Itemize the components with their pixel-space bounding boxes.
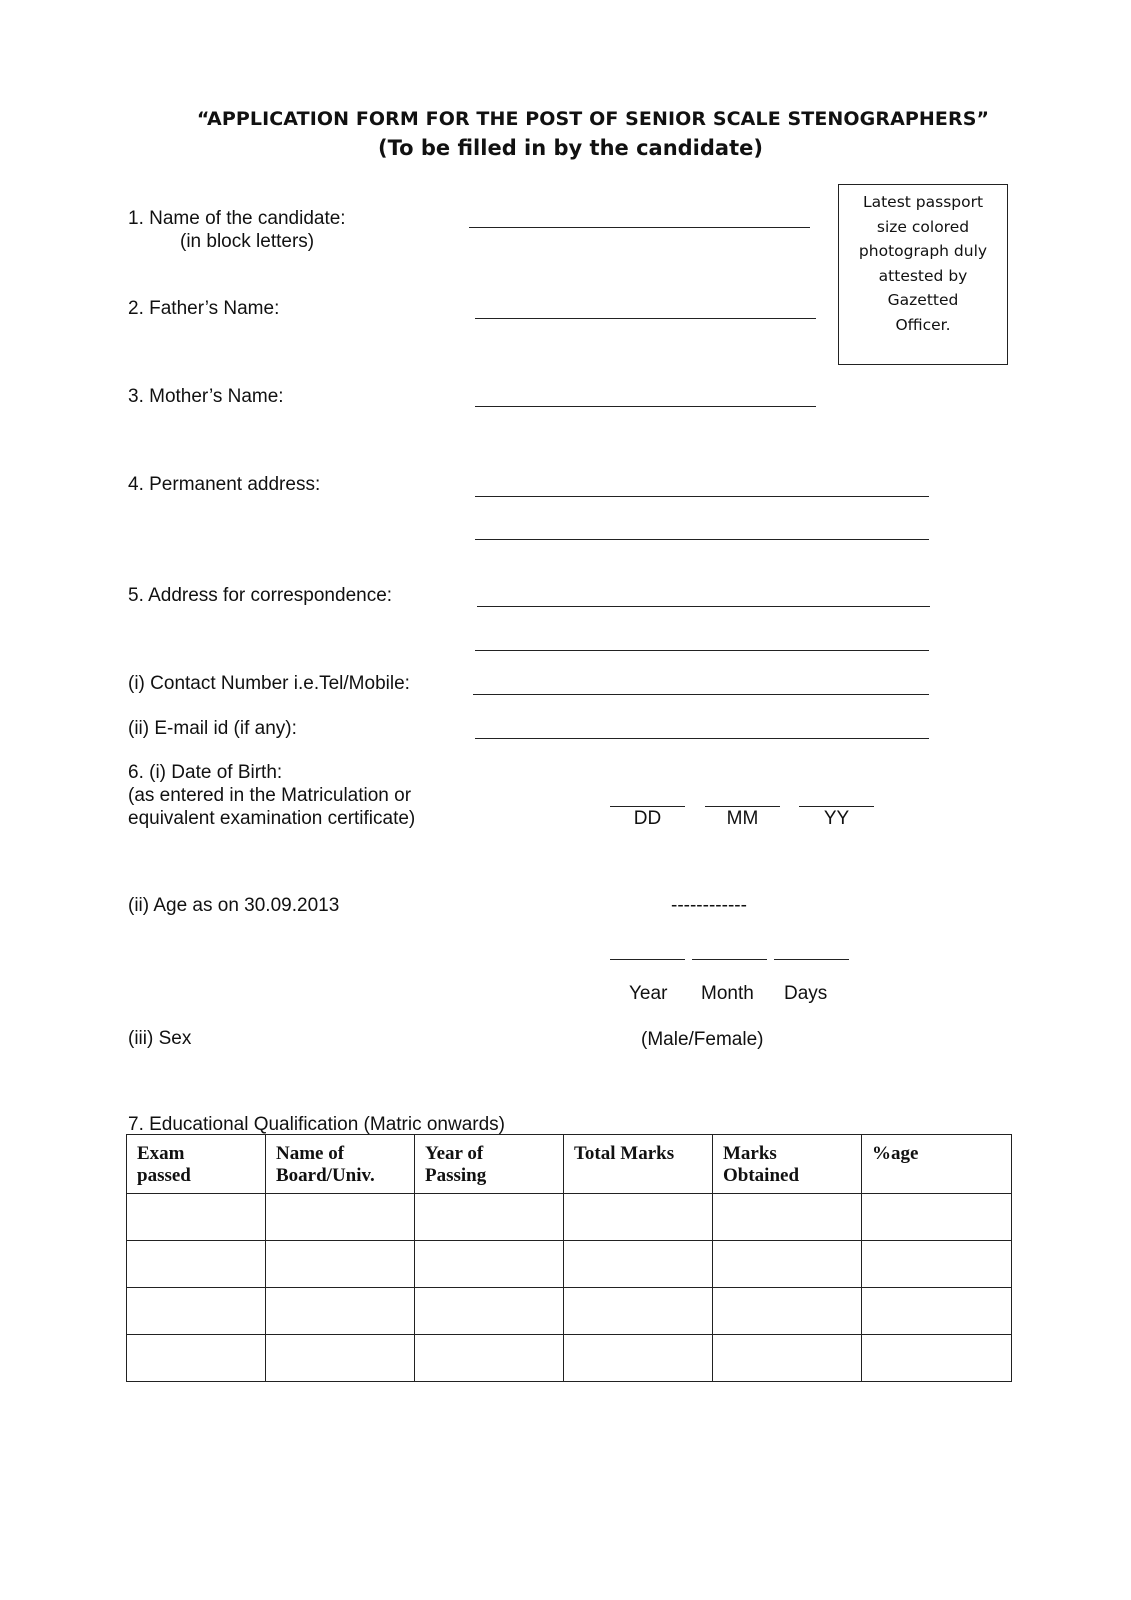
age-label: (ii) Age as on 30.09.2013 bbox=[128, 895, 340, 916]
dob-month-field[interactable] bbox=[705, 806, 780, 807]
permanent-address-line-1[interactable] bbox=[475, 496, 929, 497]
column-header-percentage: %age bbox=[862, 1135, 1012, 1194]
name-label: 1. Name of the candidate: bbox=[128, 208, 346, 229]
dob-label: 6. (i) Date of Birth: bbox=[128, 762, 283, 783]
column-header-board: Name of Board/Univ. bbox=[266, 1135, 415, 1194]
photo-box-line: size colored bbox=[876, 217, 970, 236]
age-month-field[interactable] bbox=[692, 959, 767, 960]
column-header-year: Year of Passing bbox=[415, 1135, 564, 1194]
correspondence-address-line-2[interactable] bbox=[475, 650, 929, 651]
table-cell[interactable] bbox=[564, 1241, 713, 1288]
table-cell[interactable] bbox=[564, 1335, 713, 1382]
correspondence-address-line-1[interactable] bbox=[477, 606, 930, 607]
name-sublabel: (in block letters) bbox=[180, 231, 315, 252]
photo-box[interactable] bbox=[838, 184, 1008, 365]
dob-day-field[interactable] bbox=[610, 806, 685, 807]
dob-day-caption: DD bbox=[633, 808, 662, 829]
permanent-address-label: 4. Permanent address: bbox=[128, 474, 321, 495]
table-cell[interactable] bbox=[127, 1335, 266, 1382]
father-name-label: 2. Father’s Name: bbox=[128, 298, 280, 319]
table-row bbox=[127, 1288, 1012, 1335]
dob-month-caption: MM bbox=[726, 808, 759, 829]
table-cell[interactable] bbox=[127, 1288, 266, 1335]
table-cell[interactable] bbox=[862, 1335, 1012, 1382]
table-cell[interactable] bbox=[713, 1194, 862, 1241]
dob-sublabel-1: (as entered in the Matriculation or bbox=[128, 785, 412, 806]
age-days-field[interactable] bbox=[774, 959, 849, 960]
table-row bbox=[127, 1194, 1012, 1241]
age-dashes: ------------ bbox=[671, 895, 747, 916]
table-header-row bbox=[127, 1135, 1012, 1194]
table-cell[interactable] bbox=[127, 1194, 266, 1241]
column-header-exam: Exam passed bbox=[127, 1135, 266, 1194]
mother-name-field[interactable] bbox=[475, 406, 816, 407]
correspondence-address-label: 5. Address for correspondence: bbox=[128, 585, 393, 606]
table-cell[interactable] bbox=[127, 1241, 266, 1288]
email-label: (ii) E-mail id (if any): bbox=[128, 718, 297, 739]
table-cell[interactable] bbox=[266, 1241, 415, 1288]
permanent-address-line-2[interactable] bbox=[475, 539, 929, 540]
table-cell[interactable] bbox=[713, 1335, 862, 1382]
column-header-total-marks: Total Marks bbox=[564, 1135, 713, 1194]
table-cell[interactable] bbox=[415, 1194, 564, 1241]
photo-box-line: Officer. bbox=[895, 315, 951, 334]
photo-box-line: attested by bbox=[878, 266, 968, 285]
table-cell[interactable] bbox=[713, 1288, 862, 1335]
dob-year-field[interactable] bbox=[799, 806, 874, 807]
table-cell[interactable] bbox=[564, 1194, 713, 1241]
sex-label: (iii) Sex bbox=[128, 1028, 192, 1049]
age-year-field[interactable] bbox=[610, 959, 685, 960]
table-cell[interactable] bbox=[564, 1288, 713, 1335]
table-cell[interactable] bbox=[713, 1241, 862, 1288]
table-cell[interactable] bbox=[415, 1241, 564, 1288]
photo-box-line: photograph duly bbox=[858, 242, 988, 261]
column-header-marks-obtained: Marks Obtained bbox=[713, 1135, 862, 1194]
table-row bbox=[127, 1335, 1012, 1382]
photo-box-line: Gazetted bbox=[887, 291, 959, 310]
education-heading: 7. Educational Qualification (Matric onwards) bbox=[128, 1114, 506, 1135]
father-name-field[interactable] bbox=[475, 318, 816, 319]
photo-box-line: Latest passport bbox=[862, 193, 984, 211]
education-table bbox=[126, 1134, 1012, 1382]
table-row bbox=[127, 1241, 1012, 1288]
age-month-caption: Month bbox=[701, 983, 754, 1004]
table-cell[interactable] bbox=[266, 1194, 415, 1241]
name-field[interactable] bbox=[469, 227, 810, 228]
table-cell[interactable] bbox=[415, 1335, 564, 1382]
mother-name-label: 3. Mother’s Name: bbox=[128, 386, 284, 407]
contact-number-field[interactable] bbox=[473, 694, 929, 695]
age-days-caption: Days bbox=[784, 983, 828, 1004]
table-cell[interactable] bbox=[415, 1288, 564, 1335]
table-cell[interactable] bbox=[862, 1288, 1012, 1335]
contact-number-label: (i) Contact Number i.e.Tel/Mobile: bbox=[128, 673, 410, 694]
age-year-caption: Year bbox=[629, 983, 668, 1004]
table-cell[interactable] bbox=[266, 1335, 415, 1382]
dob-sublabel-2: equivalent examination certificate) bbox=[128, 808, 416, 829]
table-cell[interactable] bbox=[862, 1241, 1012, 1288]
form-subtitle: (To be filled in by the candidate) bbox=[378, 136, 763, 160]
email-field[interactable] bbox=[475, 738, 929, 739]
table-cell[interactable] bbox=[266, 1288, 415, 1335]
table-cell[interactable] bbox=[862, 1194, 1012, 1241]
sex-options: (Male/Female) bbox=[641, 1029, 764, 1050]
dob-year-caption: YY bbox=[823, 808, 850, 829]
form-title: “APPLICATION FORM FOR THE POST OF SENIOR SCALE STENOGRAPHERS” bbox=[196, 108, 990, 130]
